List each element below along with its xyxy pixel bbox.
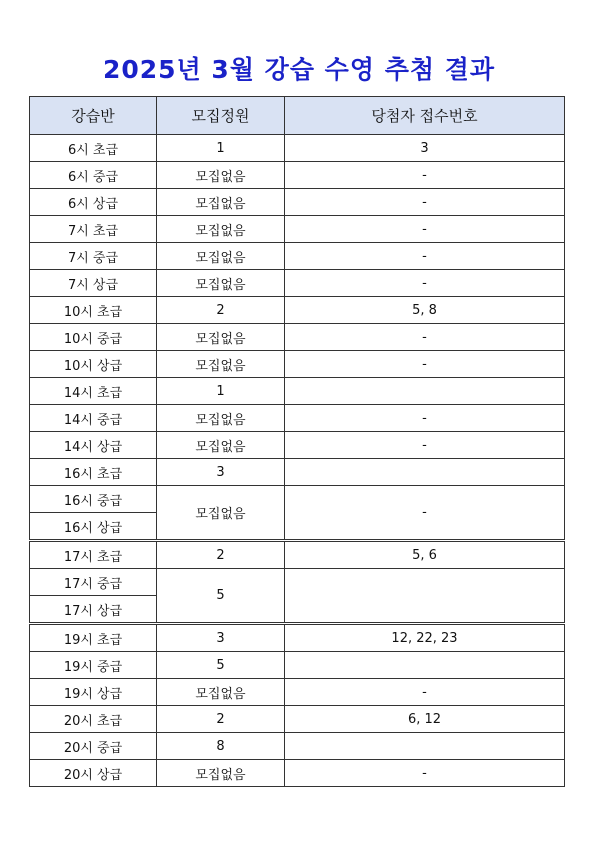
capacity-cell: 모집없음 [157, 243, 285, 270]
page-title: 2025년 3월 강습 수영 추첨 결과 [103, 55, 495, 84]
class-cell: 17시 상급 [30, 596, 157, 624]
capacity-cell: 모집없음 [157, 486, 285, 541]
capacity-cell: 모집없음 [157, 405, 285, 432]
table-header-row [30, 97, 565, 135]
table-row [30, 733, 565, 760]
table-row [30, 270, 565, 297]
class-cell: 6시 초급 [30, 135, 157, 162]
table-row [30, 459, 565, 486]
winners-cell: - [285, 243, 565, 270]
winners-cell: - [285, 405, 565, 432]
table-row [30, 706, 565, 733]
class-cell: 10시 중급 [30, 324, 157, 351]
capacity-cell: 모집없음 [157, 162, 285, 189]
capacity-cell: 1 [157, 135, 285, 162]
class-cell: 14시 초급 [30, 378, 157, 405]
table-row [30, 189, 565, 216]
capacity-cell: 모집없음 [157, 351, 285, 378]
table-row [30, 486, 565, 513]
class-cell: 7시 상급 [30, 270, 157, 297]
winners-cell [285, 378, 565, 405]
winners-cell: 6, 12 [285, 706, 565, 733]
class-cell: 10시 상급 [30, 351, 157, 378]
class-cell: 17시 중급 [30, 569, 157, 596]
winners-cell: - [285, 432, 565, 459]
table-row [30, 624, 565, 652]
capacity-cell: 8 [157, 733, 285, 760]
capacity-cell: 2 [157, 297, 285, 324]
class-cell: 20시 초급 [30, 706, 157, 733]
capacity-cell: 5 [157, 652, 285, 679]
capacity-cell: 3 [157, 459, 285, 486]
capacity-cell: 모집없음 [157, 432, 285, 459]
class-cell: 20시 상급 [30, 760, 157, 787]
table-row [30, 760, 565, 787]
header-winners: 당첨자 접수번호 [285, 97, 565, 135]
table-row [30, 243, 565, 270]
table-row [30, 405, 565, 432]
table-row [30, 569, 565, 596]
capacity-cell: 2 [157, 541, 285, 569]
winners-cell: - [285, 162, 565, 189]
table-row [30, 324, 565, 351]
class-cell: 16시 초급 [30, 459, 157, 486]
class-cell: 7시 초급 [30, 216, 157, 243]
table-row [30, 652, 565, 679]
capacity-cell: 모집없음 [157, 189, 285, 216]
table-row [30, 351, 565, 378]
capacity-cell: 2 [157, 706, 285, 733]
class-cell: 14시 중급 [30, 405, 157, 432]
winners-cell: - [285, 351, 565, 378]
table-row [30, 432, 565, 459]
table-row [30, 162, 565, 189]
winners-cell: 3 [285, 135, 565, 162]
class-cell: 14시 상급 [30, 432, 157, 459]
class-cell: 10시 초급 [30, 297, 157, 324]
table-row [30, 297, 565, 324]
capacity-cell: 모집없음 [157, 679, 285, 706]
table-row [30, 378, 565, 405]
winners-cell: - [285, 324, 565, 351]
class-cell: 6시 중급 [30, 162, 157, 189]
winners-cell: 5, 6 [285, 541, 565, 569]
winners-cell: - [285, 189, 565, 216]
header-class: 강습반 [30, 97, 157, 135]
header-capacity: 모집정원 [157, 97, 285, 135]
class-cell: 16시 중급 [30, 486, 157, 513]
class-cell: 16시 상급 [30, 513, 157, 541]
winners-cell [285, 459, 565, 486]
class-cell: 19시 초급 [30, 624, 157, 652]
class-cell: 7시 중급 [30, 243, 157, 270]
capacity-cell: 5 [157, 569, 285, 624]
table-row [30, 679, 565, 706]
class-cell: 20시 중급 [30, 733, 157, 760]
winners-cell: - [285, 270, 565, 297]
capacity-cell: 3 [157, 624, 285, 652]
table-row [30, 135, 565, 162]
winners-cell: - [285, 679, 565, 706]
winners-cell [285, 733, 565, 760]
winners-cell: - [285, 486, 565, 541]
capacity-cell: 모집없음 [157, 270, 285, 297]
table-row [30, 216, 565, 243]
winners-cell: 5, 8 [285, 297, 565, 324]
table-row [30, 541, 565, 569]
winners-cell: 12, 22, 23 [285, 624, 565, 652]
capacity-cell: 모집없음 [157, 324, 285, 351]
capacity-cell: 모집없음 [157, 216, 285, 243]
capacity-cell: 1 [157, 378, 285, 405]
capacity-cell: 모집없음 [157, 760, 285, 787]
winners-cell [285, 652, 565, 679]
class-cell: 6시 상급 [30, 189, 157, 216]
winners-cell: - [285, 216, 565, 243]
class-cell: 19시 상급 [30, 679, 157, 706]
winners-cell [285, 569, 565, 624]
class-cell: 17시 초급 [30, 541, 157, 569]
class-cell: 19시 중급 [30, 652, 157, 679]
winners-cell: - [285, 760, 565, 787]
lottery-results-table [29, 96, 565, 787]
